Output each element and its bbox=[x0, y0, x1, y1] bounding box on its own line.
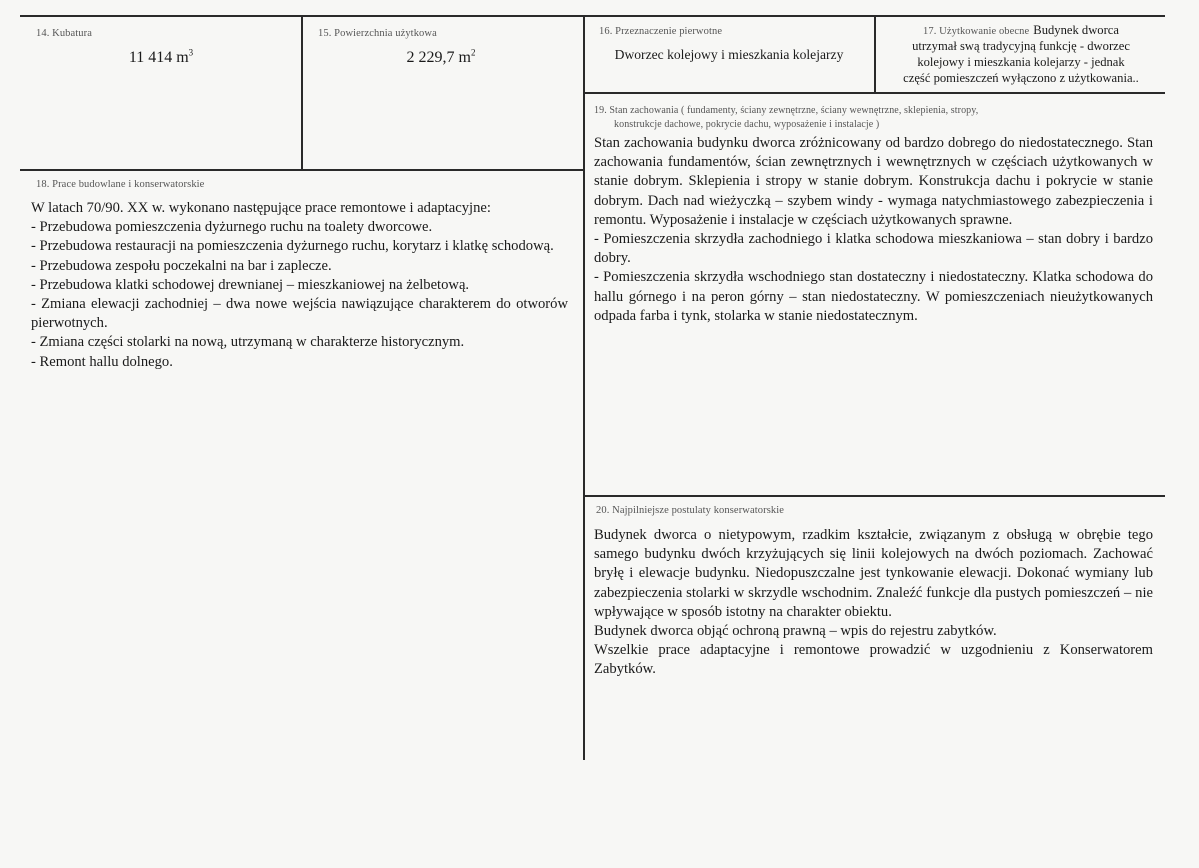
rule-v1 bbox=[301, 15, 303, 170]
uzytkowanie-label: 17. Użytkowanie obecne bbox=[923, 26, 1030, 37]
powierzchnia-value: 2 229,7 $m^2$ bbox=[406, 47, 476, 66]
prace-item-1: - Przebudowa pomieszczenia dyżurnego ruchu na toalety dworcowe. bbox=[31, 219, 433, 236]
rule-top bbox=[20, 15, 1165, 17]
stan-label-1: 19. Stan zachowania ( fundamenty, ściany zewnętrzne, ściany wewnętrzne, sklepienia, stropy, bbox=[594, 105, 979, 116]
prace-body bbox=[31, 199, 568, 372]
stan-body bbox=[594, 134, 1153, 326]
prace-item-7: - Remont hallu dolnego. bbox=[31, 353, 173, 370]
postulaty-body bbox=[594, 526, 1153, 680]
prace-item-6: - Zmiana części stolarki na nową, utrzymaną w charakterze historycznym. bbox=[31, 334, 465, 351]
postulaty-paragraph-1: Budynek dworca o nietypowym, rzadkim kształcie, związanym z obsługą w obrębie tego samego budynku dwóch krzyżujących się linii kolejowych na dwóch poziomach. Zachować bryłę i elewacje budynku. Niedopuszczalne jest tynkowanie elewacji. Dokonać wymiany lub zabezpieczenia stolarki w skrzydle wschodnim. Znaleźć funkcje dla pustych pomieszczeń – nie wpływające w sposób istotny na charakter obiektu. bbox=[594, 527, 1153, 620]
uzytkowanie-cell bbox=[881, 22, 1161, 86]
kubatura-label: 14. Kubatura bbox=[36, 28, 93, 39]
stan-label-2: konstrukcje dachowe, pokrycie dachu, wyposażenie i instalacje ) bbox=[614, 119, 880, 130]
prace-item-2: - Przebudowa restauracji na pomieszczenia dyżurnego ruchu, korytarz i klatkę schodową. bbox=[31, 238, 554, 255]
rule-v2 bbox=[583, 15, 585, 760]
uzytkowanie-line-3: część pomieszczeń wyłączono z użytkowania.. bbox=[903, 71, 1139, 85]
rule-v3 bbox=[874, 15, 876, 93]
kubatura-value: 11 414 $m^3$ bbox=[128, 47, 194, 66]
uzytkowanie-line-1: utrzymał swą tradycyjną funkcję - dworzec bbox=[912, 39, 1130, 53]
rule-lower-right bbox=[583, 495, 1165, 497]
prace-item-3: - Przebudowa zespołu poczekalni na bar i zaplecze. bbox=[31, 257, 332, 274]
powierzchnia-label: 15. Powierzchnia użytkowa bbox=[318, 28, 437, 39]
prace-intro: W latach 70/90. XX w. wykonano następujące prace remontowe i adaptacyjne: bbox=[31, 200, 491, 216]
prace-item-5: - Zmiana elewacji zachodniej – dwa nowe wejścia nawiązujące charakterem do otworów pierwotnych. bbox=[31, 296, 568, 332]
postulaty-paragraph-2: Budynek dworca objąć ochroną prawną – wpis do rejestru zabytków. bbox=[594, 623, 997, 640]
przeznaczenie-label: 16. Przeznaczenie pierwotne bbox=[599, 26, 723, 37]
prace-item-4: - Przebudowa klatki schodowej drewnianej – mieszkaniowej na żelbetową. bbox=[31, 276, 470, 293]
stan-paragraph-2: - Pomieszczenia skrzydła zachodniego i klatka schodowa mieszkaniowa – stan dobry i bardzo dobry. bbox=[594, 231, 1153, 267]
prace-label: 18. Prace budowlane i konserwatorskie bbox=[36, 179, 205, 190]
postulaty-label: 20. Najpilniejsze postulaty konserwatorskie bbox=[596, 505, 785, 516]
postulaty-paragraph-3: Wszelkie prace adaptacyjne i remontowe prowadzić w uzgodnieniu z Konserwatorem Zabytków. bbox=[594, 642, 1153, 678]
przeznaczenie-value: Dworzec kolejowy i mieszkania kolejarzy bbox=[614, 47, 844, 62]
stan-paragraph-1: Stan zachowania budynku dworca zróżnicowany od bardzo dobrego do niedostatecznego. Stan zachowania fundamentów, ścian zewnętrznych i wewnętrznych w częściach użytkowanych w stanie dobrym. Sklepienia i stropy w stanie dobrym. Konstrukcja dachu i pokrycie w stanie dobrym. Dach nad wieżyczką – szybem windy - wymaga natychmiastowego zabezpieczenia i remontu. Wyposażenie i instalacje w częściach użytkowanych sprawne. bbox=[594, 135, 1153, 228]
uzytkowanie-first-line: Budynek dworca bbox=[1033, 23, 1119, 37]
stan-paragraph-3: - Pomieszczenia skrzydła wschodniego stan dostateczny i niedostateczny. Klatka schodowa do hallu górnego i na peron górny – stan niedostateczny. W pomieszczeniach nieużytkowanych odpada farba i tynk, stolarka w stanie niedostatecznym. bbox=[594, 269, 1153, 324]
uzytkowanie-line-2: kolejowy i mieszkania kolejarzy - jednak bbox=[917, 55, 1125, 69]
